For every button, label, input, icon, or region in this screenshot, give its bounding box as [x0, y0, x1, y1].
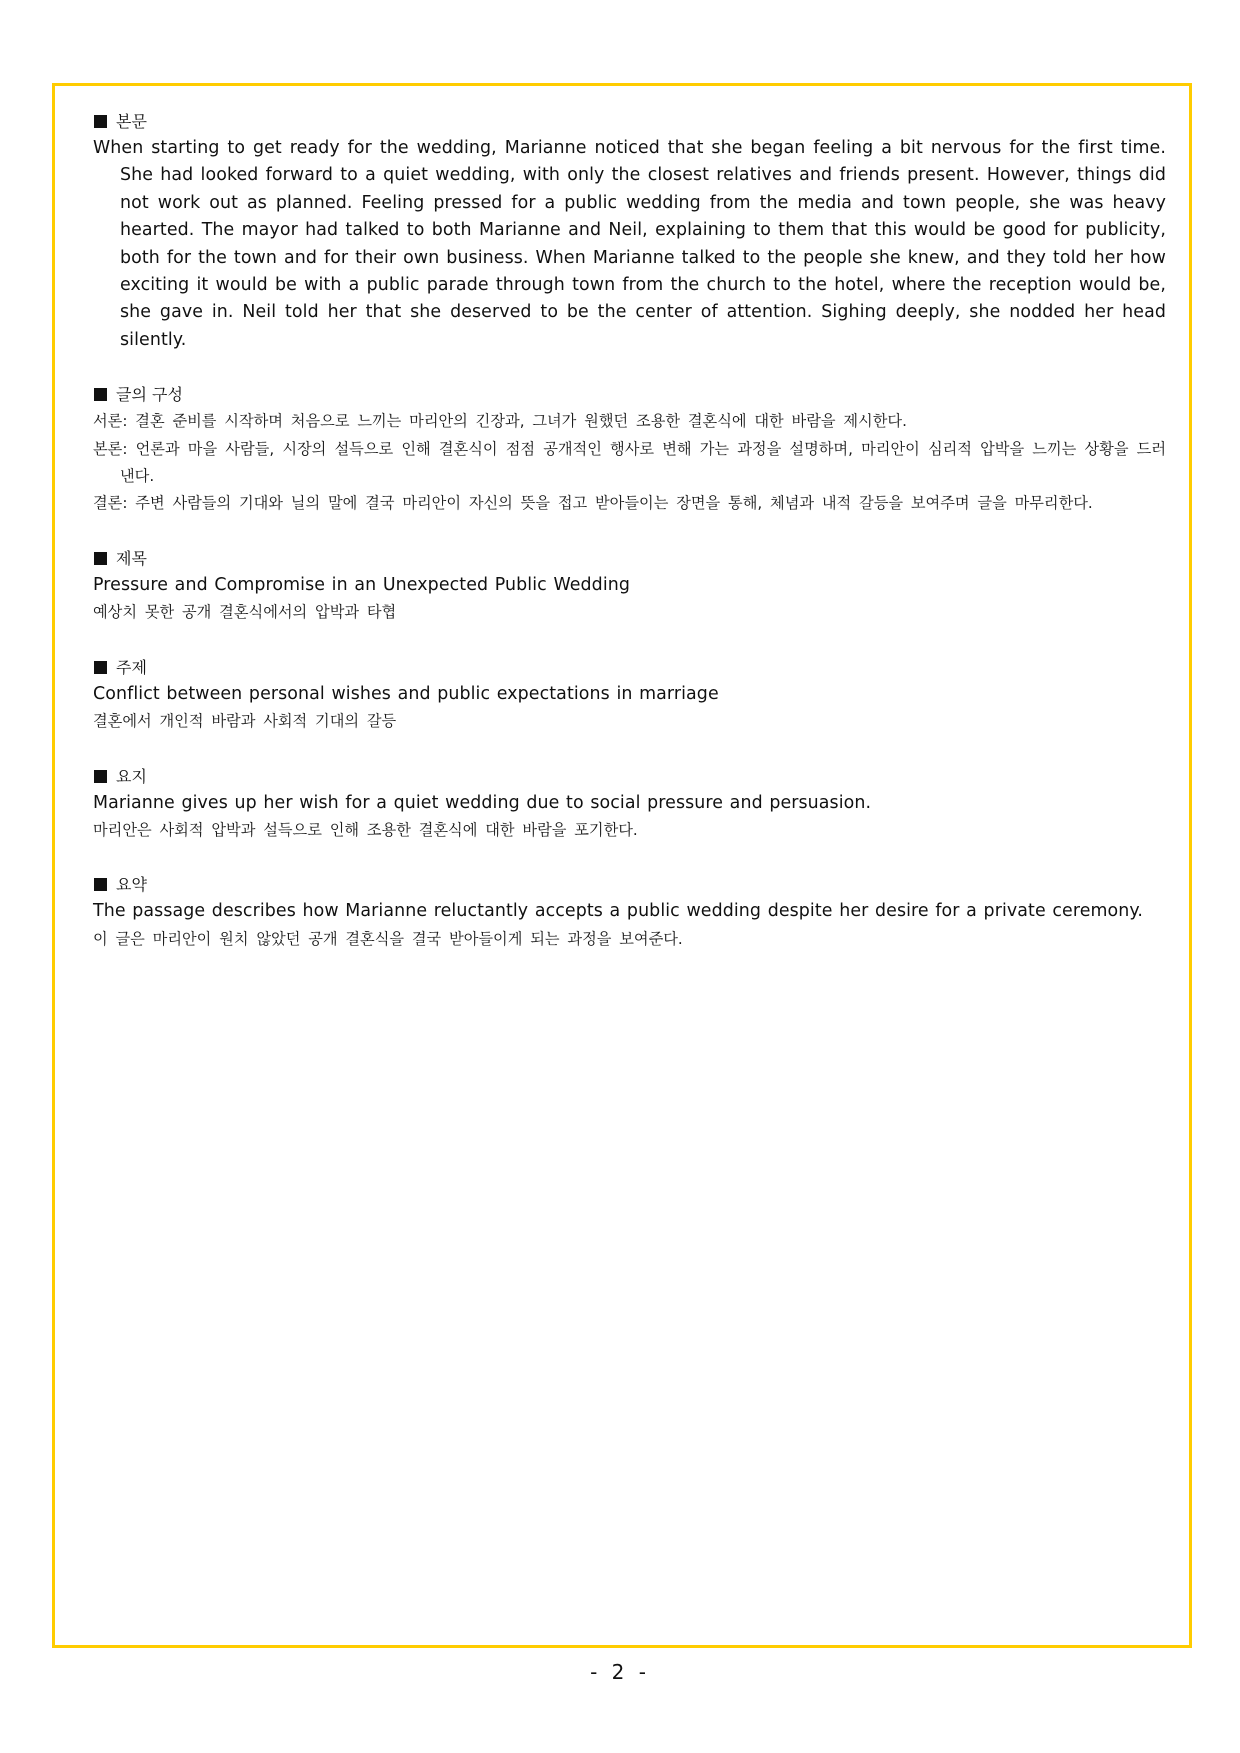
section-heading-label: 요지: [116, 766, 147, 786]
section-heading-label: 본문: [116, 112, 147, 131]
section-theme: [93, 654, 1166, 736]
theme-korean: 결혼에서 개인적 바람과 사회적 기대의 갈등: [93, 712, 397, 731]
structure-intro: 서론: 결혼 준비를 시작하며 처음으로 느끼는 마리안의 긴장과, 그녀가 원했던 조용한 결혼식에 대한 바람을 제시한다.: [93, 412, 907, 431]
gist-korean: 마리안은 사회적 압박과 설득으로 인해 조용한 결혼식에 대한 바람을 포기한다.: [93, 820, 638, 839]
structure-main: 본론: 언론과 마을 사람들, 시장의 설득으로 인해 결혼식이 점점 공개적인 행사로 변해 가는 과정을 설명하며, 마리안이 심리적 압박을 느끼는 상황을 드러낸다.: [93, 439, 1166, 486]
section-structure: [93, 381, 1166, 518]
title-english: Pressure and Compromise in an Unexpected Public Wedding: [93, 574, 631, 595]
black-square-bullet-icon: [94, 552, 107, 565]
black-square-bullet-icon: [94, 770, 107, 783]
section-gist: [93, 763, 1166, 845]
document-content: [93, 108, 1166, 953]
summary-korean: 이 글은 마리안이 원치 않았던 공개 결혼식을 결국 받아들이게 되는 과정을 보여준다.: [93, 929, 683, 948]
page-number: - 2 -: [590, 1660, 650, 1684]
section-heading-label: 글의 구성: [116, 385, 183, 405]
section-heading: [93, 545, 1166, 572]
section-summary: [93, 871, 1166, 953]
title-korean: 예상치 못한 공개 결혼식에서의 압박과 타협: [93, 603, 397, 622]
section-heading: [93, 381, 1166, 408]
body-passage-text: When starting to get ready for the wedding, Marianne noticed that she began feeling a bit nervous for the first time. She had looked forward to a quiet wedding, with only the closest relatives and friends present. However, things did not work out as planned. Feeling pressed for a public wedding from the media and town people, she was heavy hearted. The mayor had talked to both Marianne and Neil, explaining to them that this would be good for publicity, both for the town and for their own business. When Marianne talked to the people she knew, and they told her how exciting it would be with a public parade through town from the church to the hotel, where the reception would be, she gave in. Neil told her that she deserved to be the center of attention. Sighing deeply, she nodded her head silently.: [93, 138, 1166, 350]
section-heading: [93, 108, 1166, 135]
section-title: [93, 545, 1166, 627]
black-square-bullet-icon: [94, 878, 107, 891]
section-heading: [93, 763, 1166, 790]
gist-english: Marianne gives up her wish for a quiet wedding due to social pressure and persuasion.: [93, 792, 872, 813]
section-heading-label: 주제: [116, 657, 147, 677]
section-body: [93, 108, 1166, 354]
black-square-bullet-icon: [94, 661, 107, 674]
section-heading-label: 제목: [116, 548, 147, 568]
summary-english: The passage describes how Marianne reluctantly accepts a public wedding despite her desire for a private ceremony.: [93, 901, 1143, 922]
black-square-bullet-icon: [94, 388, 107, 401]
black-square-bullet-icon: [94, 115, 107, 128]
section-heading: [93, 654, 1166, 681]
section-heading-label: 요약: [116, 875, 147, 895]
theme-english: Conflict between personal wishes and public expectations in marriage: [93, 683, 719, 704]
section-heading: [93, 871, 1166, 898]
structure-conclusion: 결론: 주변 사람들의 기대와 닐의 말에 결국 마리안이 자신의 뜻을 접고 받아들이는 장면을 통해, 체념과 내적 갈등을 보여주며 글을 마무리한다.: [93, 494, 1093, 513]
